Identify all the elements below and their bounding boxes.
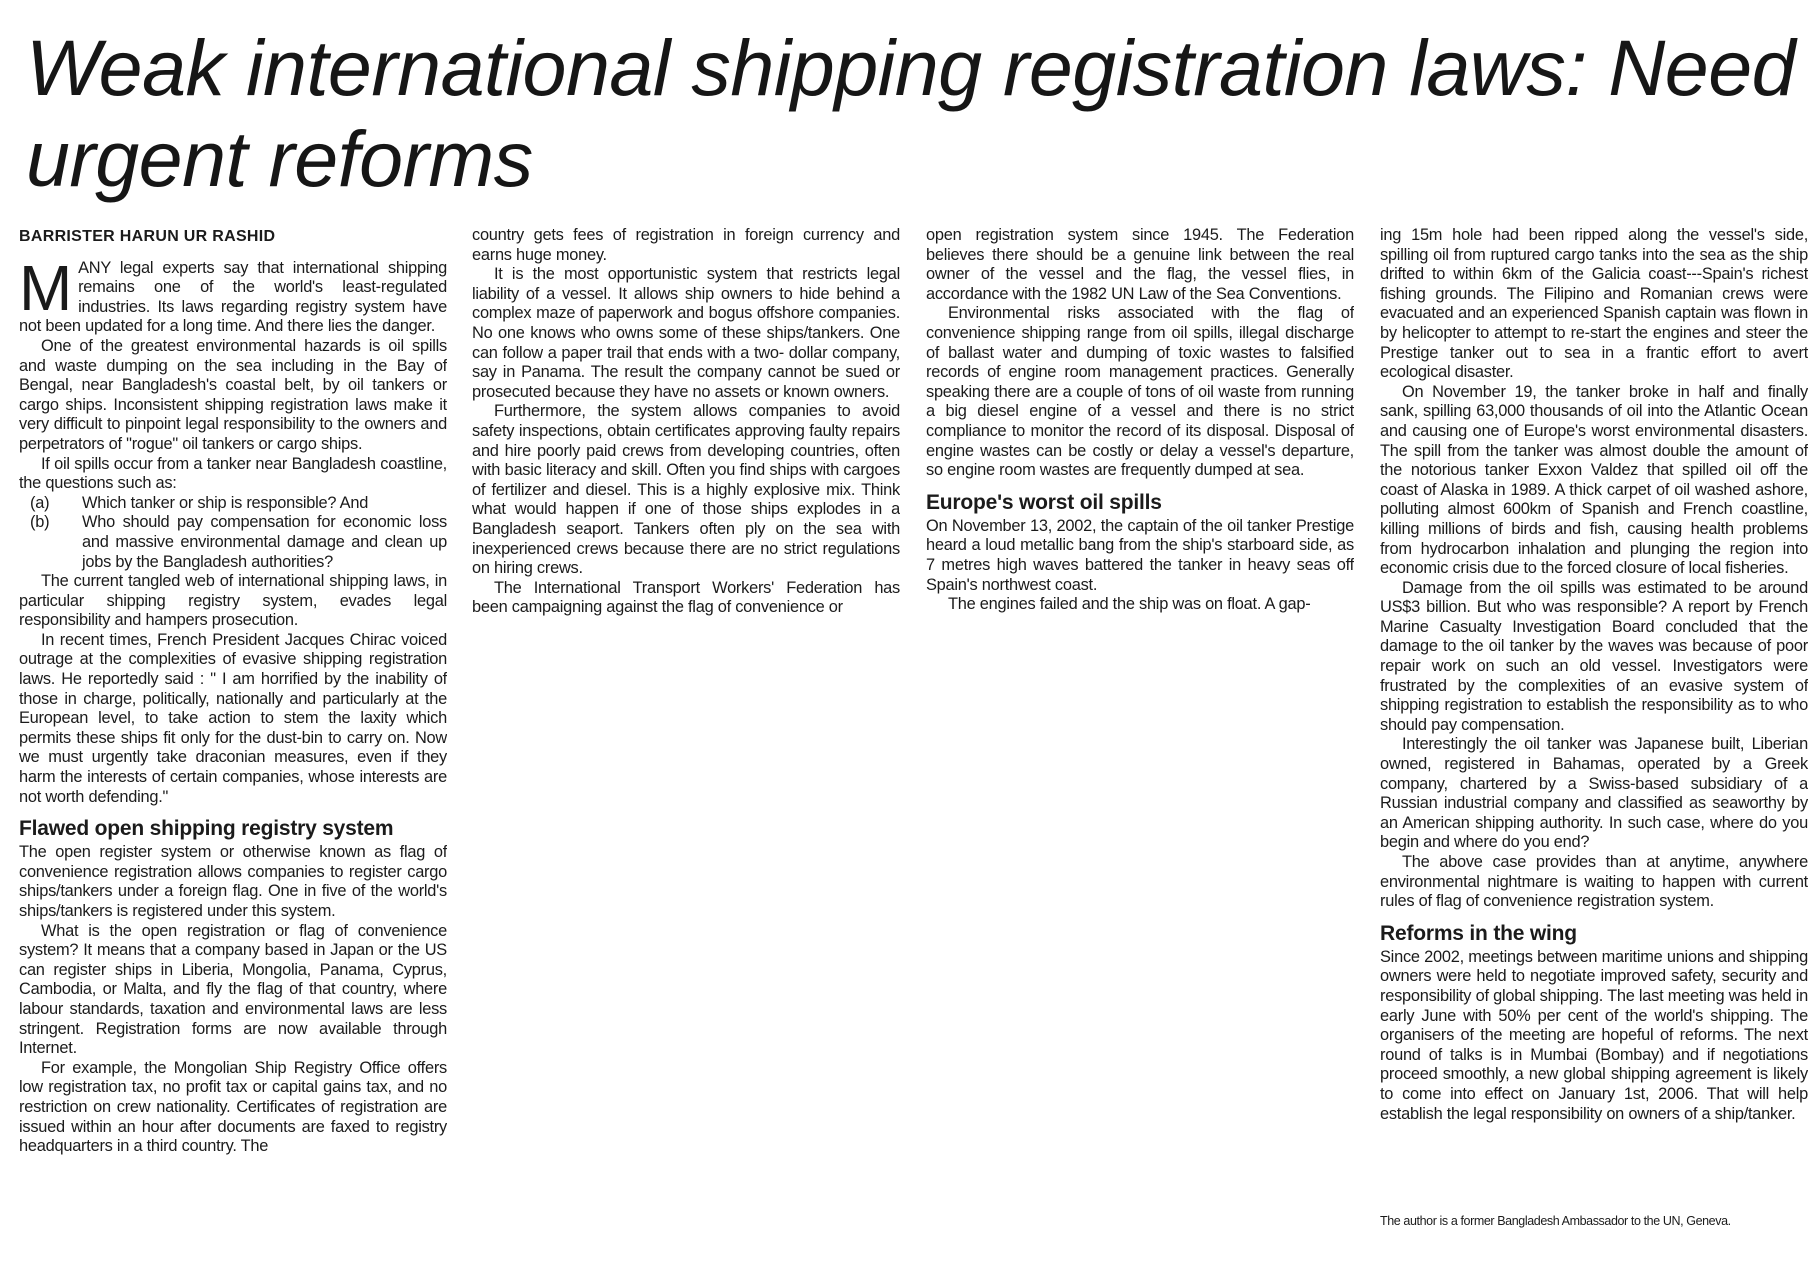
paragraph: The engines failed and the ship was on float. A gap-	[948, 595, 1311, 614]
list-marker: (a)	[30, 493, 50, 512]
paragraph: It is the most opportunistic system that restricts legal liability of a vessel. It allows ship owners to hide behind a complex maze of paperwork and bogus offshore companies. No one knows who owns some of these ships/tankers. One can follow a paper trail that ends with a two- dollar company, say in Panama. The result the company cannot be sued or prosecuted because they have no assets or known owners.	[472, 265, 900, 401]
section-heading: Europe's worst oil spills	[926, 490, 1162, 514]
paragraph: Furthermore, the system allows companies to avoid safety inspections, obtain certificates approving faulty repairs and hire poorly paid crews from developing countries, often with basic literacy and skill. Often you find ships with cargoes of fertilizer and diesel. This is a highly explosive mix. Think what would happen if one of those ships explodes in a Bangladesh seaport. Tankers often ply on the sea with inexperienced crews because there are no strict regulations on hiring crews.	[472, 402, 900, 578]
paragraph: country gets fees of registration in foreign currency and earns huge money.	[472, 226, 900, 264]
paragraph: Since 2002, meetings between maritime unions and shipping owners were held to negotiate improved safety, security and responsibility of global shipping. The last meeting was held in early June with 50% per cent of the world's shipping. The organisers of the meeting are hopeful of reforms. The next round of talks is in Mumbai (Bombay) and if negotiations proceed smoothly, a new global shipping agreement is likely to come into effect on January 1st, 2006. That will help establish the legal responsibility on owners of a ship/tanker.	[1380, 947, 1808, 1123]
paragraph: For example, the Mongolian Ship Registry Office offers low registration tax, no profit tax or capital gains tax, and no restriction on crew nationality. Certificates of registration are issued within an hour after documents are faxed to registry headquarters in a third country. The	[19, 1058, 447, 1156]
paragraph: open registration system since 1945. The Federation believes there should be a genuine link between the real owner of the vessel and the flag, the vessel flies, in accordance with the 1982 UN Law of the Sea Conventions.	[926, 226, 1354, 303]
section-heading: Flawed open shipping registry system	[19, 817, 394, 841]
paragraph: The open register system or otherwise known as flag of convenience registration allows companies to register cargo ships/tankers under a foreign flag. One in five of the world's ships/tankers is registered under this system.	[19, 843, 447, 920]
lead-text: ANY legal experts say that international shipping remains one of the world's least-regulated industries. Its laws regarding registry system have not been updated for a long time. And there lies the danger.	[19, 258, 447, 336]
paragraph: Environmental risks associated with the flag of convenience shipping range from oil spills, illegal discharge of ballast water and dumping of toxic wastes to falsified records of engine room management practices. Generally speaking there are a couple of tons of oil waste from running a big diesel engine of a vessel and there is no strict compliance to monitor the record of its disposal. Disposal of engine wastes can be costly or delay a vessel's departure, so engine room wastes are frequently dumped at sea.	[926, 304, 1354, 480]
lead-paragraph	[19, 251, 447, 337]
paragraph: The International Transport Workers' Federation has been campaigning against the flag of convenience or	[472, 578, 900, 617]
list-text: Which tanker or ship is responsible? And	[82, 493, 369, 512]
article-column-3	[926, 226, 1354, 1256]
paragraph: Interestingly the oil tanker was Japanese built, Liberian owned, registered in Bahamas, operated by a Greek company, chartered by a Swiss-based subsidiary of a Russian industrial company and classified as seaworthy by an American shipping authority. In such case, where do you begin and where do you end?	[1380, 735, 1808, 852]
list-text: Who should pay compensation for economic loss and massive environmental damage and clean up jobs by the Bangladesh authorities?	[82, 513, 447, 571]
article-column-4	[1380, 226, 1808, 1256]
paragraph: In recent times, French President Jacques Chirac voiced outrage at the complexities of evasive shipping registration laws. He reportedly said : " I am horrified by the inability of those in charge, politically, nationally and particularly at the European level, to take action to stem the laxity which permits these ships fit only for the dust-bin to carry on. Now we must urgently take draconian measures, even if they harm the interests of certain companies, whose interests are not worth defending."	[19, 630, 447, 806]
paragraph: The current tangled web of international shipping laws, in particular shipping registry system, evades legal responsibility and hampers prosecution.	[19, 572, 447, 630]
paragraph: One of the greatest environmental hazards is oil spills and waste dumping on the sea including in the Bay of Bengal, near Bangladesh's coastal belt, by oil tankers or cargo ships. Inconsistent shipping registration laws make it very difficult to pinpoint legal responsibility to the owners and perpetrators of "rogue" oil tankers or cargo ships.	[19, 336, 447, 453]
paragraph: On November 19, the tanker broke in half and finally sank, spilling 63,000 thousands of oil into the Atlantic Ocean and causing one of Europe's worst environmental disasters. The spill from the tanker was almost double the amount of the notorious tanker Exxon Valdez that spilled oil off the coast of Alaska in 1989. A thick carpet of oil washed ashore, polluting almost 600km of Spanish and French coastline, killing millions of birds and fish, causing health problems from hydrocarbon inhalation and plunging the region into economic crisis due to the forced closure of local fisheries.	[1380, 382, 1808, 578]
list-item-a	[19, 494, 447, 514]
list-marker: (b)	[30, 513, 50, 532]
paragraph: The above case provides than at anytime, anywhere environmental nightmare is waiting to happen with current rules of flag of convenience registration system.	[1380, 853, 1808, 911]
paragraph: On November 13, 2002, the captain of the oil tanker Prestige heard a loud metallic bang from the ship's starboard side, as 7 metres high waves battered the tanker in heavy seas off Spain's northwest coast.	[926, 516, 1354, 594]
list-item-b	[19, 513, 447, 572]
section-heading: Reforms in the wing	[1380, 921, 1577, 945]
paragraph: Damage from the oil spills was estimated to be around US$3 billion. But who was responsible? A report by French Marine Casualty Investigation Board concluded that the damage to the oil tanker by the waves was because of poor repair work on such an old vessel. Investigators were frustrated by the complexities of an evasive system of shipping registration to establish the responsibility as to who should pay compensation.	[1380, 578, 1808, 734]
drop-cap: M	[19, 251, 73, 324]
article-title: Weak international shipping registration laws: Need urgent reforms	[26, 23, 1796, 203]
article-column-2	[472, 226, 900, 1256]
paragraph: If oil spills occur from a tanker near Bangladesh coastline, the questions such as:	[19, 454, 447, 493]
author-byline: BARRISTER HARUN UR RASHID	[19, 228, 276, 245]
article-column-1	[19, 226, 447, 1256]
author-footnote: The author is a former Bangladesh Ambassador to the UN, Geneva.	[1380, 1214, 1731, 1228]
paragraph: What is the open registration or flag of convenience system? It means that a company based in Japan or the US can register ships in Liberia, Mongolia, Panama, Cyprus, Cambodia, or Malta, and fly the flag of that country, where labour standards, taxation and environmental laws are less stringent. Registration forms are now available through Internet.	[19, 921, 447, 1058]
paragraph: ing 15m hole had been ripped along the vessel's side, spilling oil from ruptured cargo tanks into the sea as the ship drifted to within 6km of the Galicia coast---Spain's richest fishing grounds. The Filipino and Romanian crews were evacuated and an experienced Spanish captain was flown in by helicopter to attempt to re-start the engines and steer the Prestige tanker out to sea in a frantic effort to avert ecological disaster.	[1380, 226, 1808, 382]
